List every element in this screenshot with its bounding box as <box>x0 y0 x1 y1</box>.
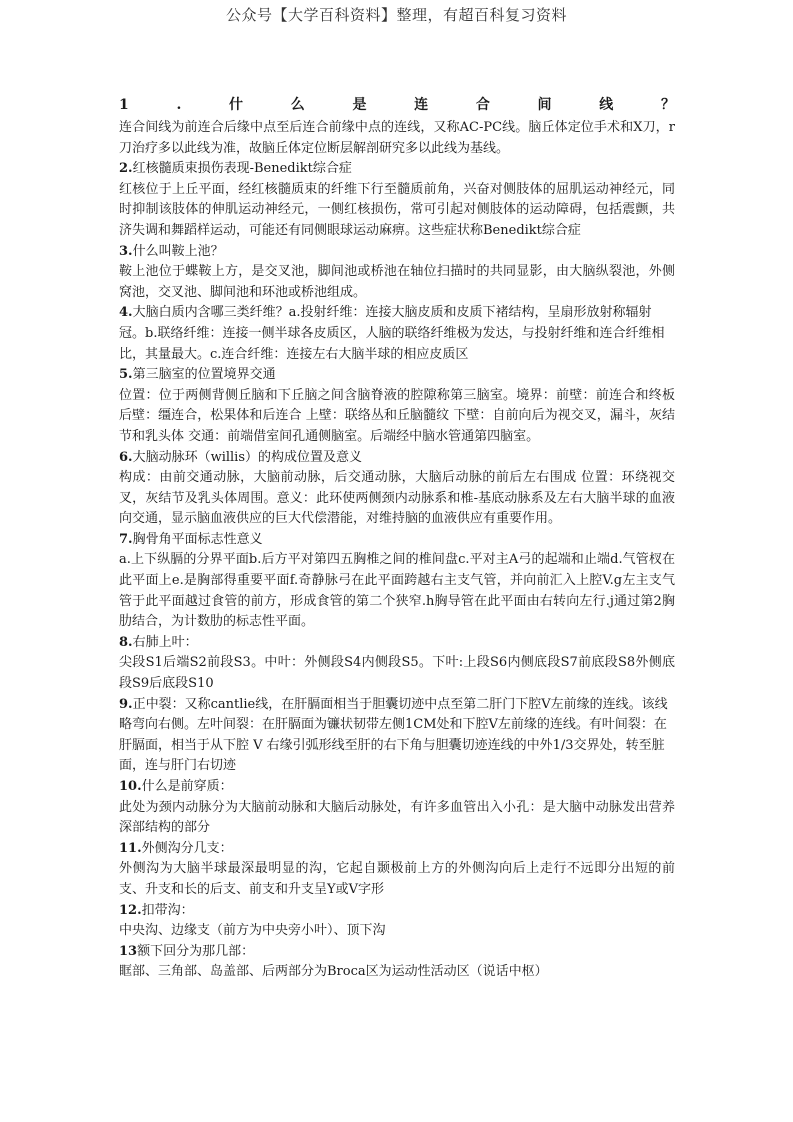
answer-11: 外侧沟为大脑半球最深最明显的沟，它起自颞极前上方的外侧沟向后上走行不远即分出短的前支、升支和长的后支、前支和升支呈Y或V字形 <box>119 861 675 897</box>
question-number: 8. <box>119 634 133 650</box>
question-text: 右肺上叶： <box>132 634 198 650</box>
question-1-heading <box>119 94 675 116</box>
answer-2: 红核位于上丘平面，经红核髓质束的纤维下行至髓质前角，兴奋对侧肢体的屈肌运动神经元，同时抑制该肢体的伸肌运动神经元，一侧红核损伤，常可引起对侧肢体的运动障碍，包括震颤，共济失调和舞蹈样运动，可能还有同侧眼球运动麻痹。这些症状称Benedikt综合症 <box>119 181 675 238</box>
q1-char: ？ <box>660 97 675 113</box>
q1-char: 什 <box>229 97 244 113</box>
answer-8: 尖段S1后端S2前段S3。中叶：外侧段S4内侧段S5。下叶:上段S6内侧底段S7前底段S8外侧底段S9后底段S10 <box>119 655 675 692</box>
question-text: 什么是前穿质： <box>141 779 233 794</box>
question-number: 3. <box>119 243 133 259</box>
watermark-header: 公众号【大学百科资料】整理，有超百科复习资料 <box>225 6 567 24</box>
question-number: 6. <box>119 449 133 465</box>
answer-1: 连合间线为前连合后缘中点至后连合前缘中点的连线，又称AC-PC线。脑丘体定位手术和X刀，r刀治疗多以此线为准，故脑丘体定位断层解剖研究多以此线为基线。 <box>119 120 675 156</box>
q1-char: 合 <box>475 97 490 113</box>
question-text: 什么叫鞍上池？ <box>132 243 224 259</box>
question-text: 正中裂：又称cantlie线，在肝膈面相当于胆囊切迹中点至第二肝门下腔V左前缘的连线。该线略弯向右侧。左叶间裂：在肝膈面为镰状韧带左侧1CM处和下腔V左前缘的连线。有叶间裂：在肝膈面，相当于从下腔 V 右缘引弧形线至肝的右下角与胆囊切迹连线的中外1/3交界处，转至脏面，连与肝门右切迹 <box>119 696 668 774</box>
q1-char: 么 <box>290 97 305 113</box>
answer-3: 鞍上池位于蝶鞍上方，是交叉池，脚间池或桥池在轴位扫描时的共同显影，由大脑纵裂池，外侧窝池，交叉池、脚间池和环池或桥池组成。 <box>119 264 675 300</box>
answer-7: a.上下纵膈的分界平面b.后方平对第四五胸椎之间的椎间盘c.平对主A弓的起端和止端d.气管杈在此平面上e.是胸部得重要平面f.奇静脉弓在此平面跨越右主支气管，并向前汇入上腔V.g左主支气管于此平面越过食管的前方，形成食管的第二个狭窄.h胸导管在此平面由右转向左行.j通过第2胸肋结合，为计数肋的标志性平面。 <box>119 552 675 630</box>
q1-char: 1 <box>119 97 129 113</box>
question-5 <box>119 365 675 386</box>
answer-10: 此处为颈内动脉分为大脑前动脉和大脑后动脉处，有许多血管出入小孔：是大脑中动脉发出营养深部结构的部分 <box>119 799 675 836</box>
question-9 <box>119 695 675 777</box>
question-8 <box>119 633 675 654</box>
question-text: 扣带沟： <box>141 902 194 918</box>
answer-6: 构成：由前交通动脉，大脑前动脉，后交通动脉，大脑后动脉的前后左右围成 位置：环绕视交叉，灰结节及乳头体周围。意义：此环使两侧颈内动脉系和椎-基底动脉系及左右大脑半球的血液向交通，显示脑血液供应的巨大代偿潜能，对维持脑的血液供应有重要作用。 <box>119 470 675 527</box>
q1-char: 连 <box>414 97 429 113</box>
question-6 <box>119 448 675 469</box>
q1-char: 间 <box>537 97 552 113</box>
q1-char: 是 <box>352 97 367 113</box>
question-text: 大脑动脉环（willis）的构成位置及意义 <box>132 449 363 465</box>
question-number: 10. <box>119 779 142 794</box>
question-3 <box>119 242 675 263</box>
answer-5: 位置：位于两侧背侧丘脑和下丘脑之间含脑脊液的腔隙称第三脑室。境界：前壁：前连合和终板 后壁：缰连合，松果体和后连合 上壁：联络丛和丘脑髓纹 下壁：自前向后为视交叉，漏斗，灰结节和乳头体 交通：前端借室间孔通侧脑室。后端经中脑水管通第四脑室。 <box>119 387 675 444</box>
question-text: 红核髓质束损伤表现-Benedikt综合症 <box>132 161 352 177</box>
question-text: 额下回分为那几部： <box>137 943 255 959</box>
question-number: 7. <box>119 531 133 547</box>
question-text: 外侧沟分几支： <box>141 840 233 856</box>
q1-char: . <box>176 97 182 113</box>
question-text: 第三脑室的位置境界交通 <box>132 367 276 383</box>
question-10 <box>119 777 675 798</box>
question-number: 5. <box>119 367 133 383</box>
question-number: 9. <box>119 696 133 712</box>
question-12 <box>119 901 675 922</box>
question-4 <box>119 303 675 365</box>
question-text: 胸骨角平面标志性意义 <box>132 531 263 547</box>
question-text: 大脑白质内含哪三类纤维？a.投射纤维：连接大脑皮质和皮质下褚结构，呈扇形放射称辐射冠。b.联络纤维：连接一侧半球各皮质区，人脑的联络纤维极为发达，与投射纤维和连合纤维相比，其量最大。c.连合纤维：连接左右大脑半球的相应皮质区 <box>119 305 665 362</box>
question-7 <box>119 530 675 551</box>
answer-13: 眶部、三角部、岛盖部、后两部分为Broca区为运动性活动区（说话中枢） <box>119 964 548 980</box>
answer-12: 中央沟、边缘支（前方为中央旁小叶）、顶下沟 <box>119 923 386 939</box>
qa-list <box>119 159 675 983</box>
question-2 <box>119 159 675 180</box>
question-number: 2. <box>119 161 133 177</box>
question-number: 4. <box>119 305 133 321</box>
q1-char: 线 <box>599 97 614 113</box>
document-body <box>119 94 675 983</box>
question-13 <box>119 942 675 963</box>
question-number: 11. <box>119 840 142 856</box>
question-number: 12. <box>119 902 142 918</box>
question-number: 13 <box>119 943 138 959</box>
question-11 <box>119 839 675 860</box>
